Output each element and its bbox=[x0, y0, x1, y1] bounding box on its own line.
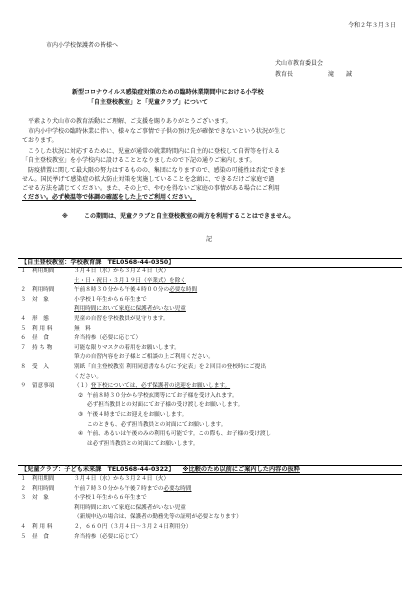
item-label: 形 態 bbox=[32, 316, 49, 322]
item-value-text: 無 料 bbox=[74, 325, 91, 332]
body-paragraph-4-cont2: ごせる方法を講じてください。また、その上で、やむを得ないご家庭の事情がある場合にご利用 bbox=[22, 185, 280, 192]
item-number: ９ bbox=[20, 383, 26, 390]
item-value bbox=[74, 505, 186, 512]
item-value-text: 利用時間において家庭に保護者がいない児童 bbox=[74, 306, 186, 313]
item-value-text: ３月４日（水）から３月２４日（火） bbox=[74, 268, 170, 274]
caution-mark: ④ bbox=[78, 431, 84, 438]
item-value-text: 利用時間において家庭に保護者がいない児童 bbox=[74, 504, 186, 511]
item-label: 対 象 bbox=[32, 495, 49, 502]
item-value bbox=[74, 306, 186, 313]
item-value bbox=[74, 268, 169, 275]
section-heading-children-club bbox=[18, 465, 402, 475]
section-heading-self-study: 【自主登校教室：学校教育課 TEL0568-44-0350】 bbox=[18, 258, 402, 268]
item-number: ３ bbox=[20, 495, 26, 502]
children-club-heading-note: ※比較のため以前にご案内した内容の抜粋 bbox=[182, 466, 300, 473]
item-value-emphasis: 登下校については、必ず保護者の送迎をお願いします。 bbox=[90, 383, 231, 390]
item-value-emphasis: 必要な時間 bbox=[163, 485, 192, 492]
body-paragraph-4: 防疫措置に関して最大限の努力はするものの、集団になりますので、感染の可能性は否定できま bbox=[28, 167, 286, 174]
item-value-text: 弁当持参（必要に応じて） bbox=[74, 533, 142, 540]
item-label: 利用期間 bbox=[32, 476, 55, 482]
caution-text: 必ず担当教員との対面にてお子様の受け渡しをお願いします。 bbox=[87, 402, 244, 409]
item-value bbox=[74, 278, 186, 285]
item-number: ３ bbox=[20, 296, 26, 303]
item-value bbox=[74, 364, 266, 371]
item-value bbox=[74, 514, 242, 521]
caution-text: 午前、あるいは午後のみの利用も可能です。この際も、お子様の受け渡し bbox=[87, 431, 272, 438]
item-value-text: 午前７時３０分から午後７時までの bbox=[74, 485, 164, 492]
notice-text: この期間は、児童クラブと自主登校教室の両方を利用することはできません。 bbox=[84, 213, 295, 220]
item-value-text: ２，６６０円（３月４日～３月２４日利用分） bbox=[74, 524, 192, 530]
item-number: ４ bbox=[20, 524, 26, 530]
item-label: 対 象 bbox=[32, 296, 49, 303]
item-value-text: 弁当持参（必要に応じて） bbox=[74, 335, 142, 342]
caution-text: は必ず担当教員との対面にてお願いします。 bbox=[87, 440, 199, 447]
item-number: ２ bbox=[20, 287, 26, 294]
item-value-text: 午前８時３０分から午後４時００分の bbox=[74, 287, 170, 294]
body-paragraph-4-emphasis: ください。必ず検温等で体調の確認をした上でご利用ください。 bbox=[22, 194, 197, 201]
caution-text: 午後４時までにお迎えをお願いします。 bbox=[87, 412, 188, 418]
item-value bbox=[74, 374, 102, 381]
item-label: 留意事項 bbox=[32, 383, 55, 390]
item-label: 利用時間 bbox=[32, 485, 55, 492]
item-number: ５ bbox=[20, 325, 26, 332]
children-club-heading: 【児童クラブ：子ども未来課 TEL0568-44-0322】 bbox=[21, 466, 175, 473]
item-number: ７ bbox=[20, 344, 26, 351]
item-value-text: ３月４日（水）から３月２４日（火） bbox=[74, 476, 170, 482]
item-number: ５ bbox=[20, 533, 26, 540]
caution-text: このときも、必ず担当教員との対面にてお願いします。 bbox=[87, 421, 227, 428]
item-number: ４ bbox=[20, 316, 26, 322]
item-value bbox=[74, 534, 141, 541]
body-paragraph-3: こうした状況に対応するために、児童が通常の就業時間内に自主的に登校して自習等を行える bbox=[28, 148, 281, 155]
item-number: １ bbox=[20, 476, 26, 482]
item-value-emphasis: 必要な時間 bbox=[169, 287, 198, 294]
caution-mark: ② bbox=[78, 392, 84, 399]
item-value bbox=[74, 345, 180, 352]
item-number: １ bbox=[20, 268, 26, 274]
document-title-line2: 「自主登校教室」と「児童クラブ」について bbox=[88, 99, 208, 106]
item-value bbox=[74, 524, 191, 531]
document-date: 令和２年３月３日 bbox=[347, 22, 396, 29]
issuing-organization: 犬山市教育委員会 bbox=[275, 60, 324, 67]
body-paragraph-3-cont: 「自主登校教室」を小学校内に設けることとなりましたので下記の通りご案内します。 bbox=[22, 157, 256, 164]
item-number: ２ bbox=[20, 485, 26, 492]
item-value-text: 児童の自習を学校教員が見守ります。 bbox=[74, 316, 169, 322]
caution-mark: ③ bbox=[78, 412, 84, 418]
item-value-text: 筆力の自習内容をお子様とご相談の上ご利用ください。 bbox=[74, 354, 214, 361]
body-paragraph-1: 平素より犬山市の教育活動にご理解、ご支援を賜りありがとうございます。 bbox=[28, 118, 232, 125]
item-value-text: （１） bbox=[74, 383, 91, 390]
item-label: 昼 食 bbox=[32, 533, 49, 540]
item-value-text: （新規申込の場合は、保護者の勤務先等の証明が必要となります） bbox=[74, 514, 242, 521]
item-number: ８ bbox=[20, 364, 26, 370]
item-label: 昼 食 bbox=[32, 335, 49, 342]
item-value bbox=[74, 335, 141, 342]
item-value bbox=[74, 316, 169, 323]
item-label: 持 ち 物 bbox=[32, 344, 53, 351]
item-value-text: 可能な限りマスクの着用をお願いします。 bbox=[74, 344, 180, 351]
notice-mark: ※ bbox=[62, 213, 68, 220]
item-label: 受 入 bbox=[32, 364, 49, 370]
item-value-text: 土・日・祝日・３月１９日（卒業式）を除く bbox=[74, 277, 186, 284]
item-value-text: 小学校１年生から６年生まで bbox=[74, 495, 147, 502]
item-number: ６ bbox=[20, 335, 26, 342]
item-label: 利用期間 bbox=[32, 268, 55, 274]
item-value bbox=[74, 297, 147, 304]
item-value bbox=[74, 476, 169, 483]
item-label: 利用時間 bbox=[32, 287, 55, 294]
item-label: 利 用 料 bbox=[32, 325, 53, 332]
item-value bbox=[74, 486, 192, 493]
item-value-text: 小学校１年生から６年生まで bbox=[74, 296, 147, 303]
addressee: 市内小学校保護者の皆様へ bbox=[46, 42, 119, 49]
signer-name: 滝 誠 bbox=[328, 71, 353, 78]
caution-text: 午前８時３０分から学校玄関等にてお子様を受け入れます。 bbox=[87, 392, 238, 399]
item-value bbox=[74, 354, 214, 361]
body-paragraph-4-cont1: せん。国民挙げて感染症の拡大防止対策を実施していることを念頭に、できるだけご家庭で過 bbox=[22, 176, 275, 183]
item-value-text: ください。 bbox=[74, 373, 102, 380]
body-paragraph-2: 市内小中学校の臨時休業に伴い、様々なご事情で子供の預け先が確保できないという状況が生じ bbox=[28, 128, 287, 135]
signer-title: 教育長 bbox=[275, 71, 294, 78]
item-value bbox=[74, 383, 230, 390]
item-value-text: 別紙「自主登校教室 利用同意書ならびに予定表」を２回目の登校時にご提出 bbox=[74, 364, 266, 370]
document-title-line1: 新型コロナウイルス感染症対策のための臨時休業期間中における小学校 bbox=[72, 89, 264, 96]
body-paragraph-2-cont: ております。 bbox=[22, 137, 58, 144]
item-value bbox=[74, 287, 197, 294]
item-value bbox=[74, 495, 147, 502]
item-value bbox=[74, 326, 91, 333]
item-label: 利 用 料 bbox=[32, 524, 53, 530]
ki-heading: 記 bbox=[206, 236, 213, 243]
